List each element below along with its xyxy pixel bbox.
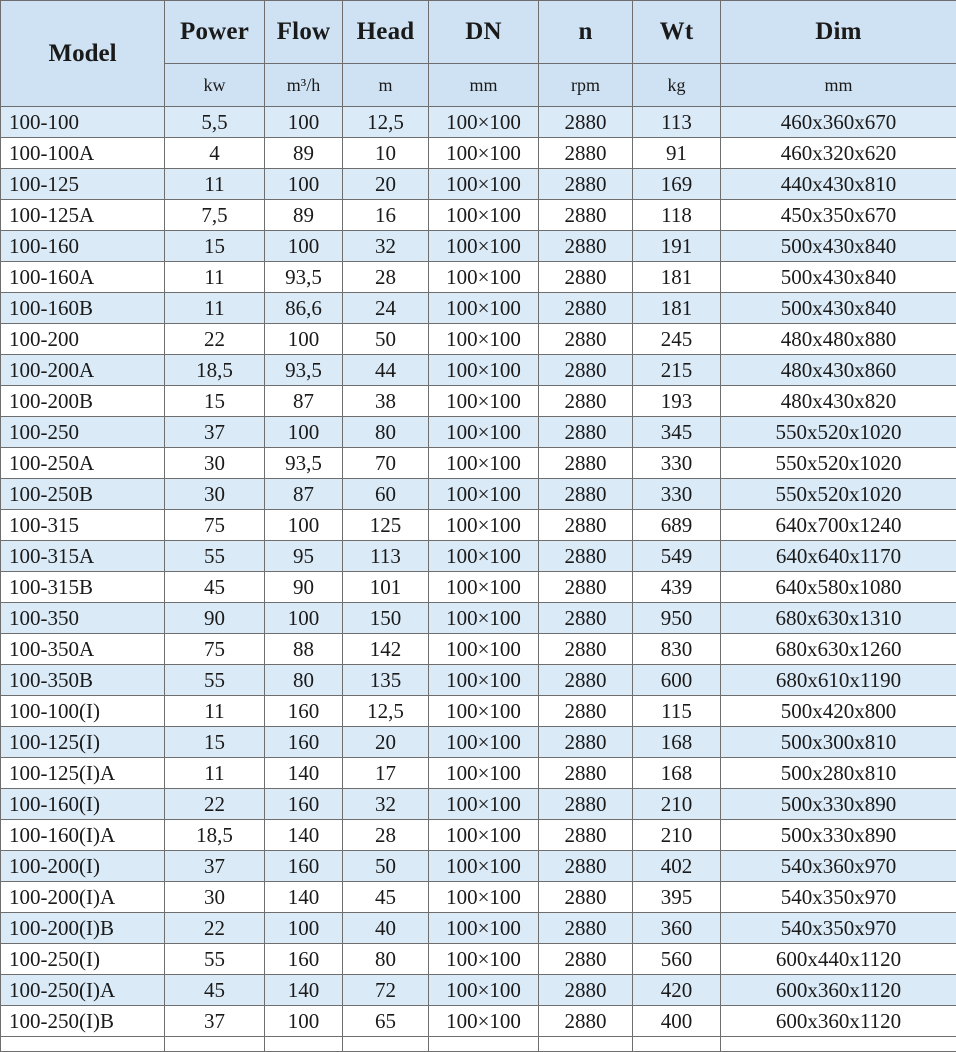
cell-value: 12,5 [343,696,429,727]
cell-value: 2880 [539,572,633,603]
cell-value: 10 [343,138,429,169]
cell-value: 480x430x860 [721,355,956,386]
cell-model: 100-200 [1,324,165,355]
cell-value: 2880 [539,262,633,293]
cell-value: 100×100 [429,510,539,541]
header-model: Model [1,1,165,107]
cell-value: 55 [165,541,265,572]
cell-value: 550x520x1020 [721,479,956,510]
cell-value: 11 [165,696,265,727]
cell-value: 440x430x810 [721,169,956,200]
cell-empty [165,1037,265,1052]
table-row [1,572,956,603]
cell-value: 950 [633,603,721,634]
cell-model: 100-100A [1,138,165,169]
cell-value: 15 [165,231,265,262]
cell-model: 100-315A [1,541,165,572]
cell-value: 210 [633,820,721,851]
unit-n: rpm [539,64,633,107]
cell-value: 24 [343,293,429,324]
unit-flow: m³/h [265,64,343,107]
cell-value: 100×100 [429,231,539,262]
cell-value: 830 [633,634,721,665]
cell-value: 640x640x1170 [721,541,956,572]
cell-model: 100-160(I) [1,789,165,820]
cell-value: 140 [265,758,343,789]
cell-model: 100-125A [1,200,165,231]
cell-value: 50 [343,851,429,882]
cell-value: 2880 [539,510,633,541]
cell-value: 89 [265,138,343,169]
cell-value: 100 [265,913,343,944]
cell-value: 101 [343,572,429,603]
cell-model: 100-160A [1,262,165,293]
table-row [1,696,956,727]
cell-value: 420 [633,975,721,1006]
cell-value: 2880 [539,479,633,510]
cell-model: 100-250(I)B [1,1006,165,1037]
cell-value: 100×100 [429,634,539,665]
cell-value: 600x360x1120 [721,975,956,1006]
cell-value: 100×100 [429,1006,539,1037]
cell-value: 395 [633,882,721,913]
cell-value: 80 [343,417,429,448]
cell-value: 689 [633,510,721,541]
cell-value: 400 [633,1006,721,1037]
cell-value: 45 [343,882,429,913]
header-head: Head [343,1,429,64]
cell-value: 100×100 [429,324,539,355]
cell-model: 100-125 [1,169,165,200]
cell-value: 30 [165,479,265,510]
cell-model: 100-160 [1,231,165,262]
unit-dn: mm [429,64,539,107]
cell-value: 330 [633,448,721,479]
cell-model: 100-350 [1,603,165,634]
cell-value: 90 [165,603,265,634]
cell-value: 2880 [539,231,633,262]
cell-value: 142 [343,634,429,665]
table-row [1,355,956,386]
header-row-groups [1,1,956,64]
cell-model: 100-100 [1,107,165,138]
cell-value: 169 [633,169,721,200]
cell-empty [265,1037,343,1052]
cell-value: 600 [633,665,721,696]
cell-value: 2880 [539,696,633,727]
cell-value: 20 [343,169,429,200]
table-row [1,913,956,944]
cell-value: 215 [633,355,721,386]
cell-value: 4 [165,138,265,169]
cell-value: 100 [265,107,343,138]
table-body [1,107,956,1052]
cell-value: 93,5 [265,355,343,386]
cell-value: 38 [343,386,429,417]
cell-value: 32 [343,789,429,820]
table-row [1,448,956,479]
cell-value: 550x520x1020 [721,417,956,448]
cell-empty [429,1037,539,1052]
cell-value: 2880 [539,200,633,231]
cell-value: 70 [343,448,429,479]
cell-value: 20 [343,727,429,758]
cell-value: 549 [633,541,721,572]
cell-value: 18,5 [165,355,265,386]
cell-value: 550x520x1020 [721,448,956,479]
cell-value: 460x320x620 [721,138,956,169]
cell-value: 100×100 [429,262,539,293]
cell-value: 600x360x1120 [721,1006,956,1037]
cell-empty [1,1037,165,1052]
cell-value: 22 [165,324,265,355]
cell-value: 140 [265,882,343,913]
cell-value: 500x300x810 [721,727,956,758]
cell-model: 100-250 [1,417,165,448]
cell-value: 100×100 [429,882,539,913]
cell-value: 18,5 [165,820,265,851]
cell-value: 500x330x890 [721,789,956,820]
cell-empty [721,1037,956,1052]
header-n: n [539,1,633,64]
cell-value: 160 [265,944,343,975]
cell-value: 100×100 [429,417,539,448]
cell-value: 100×100 [429,789,539,820]
cell-model: 100-160(I)A [1,820,165,851]
cell-value: 480x480x880 [721,324,956,355]
cell-value: 2880 [539,603,633,634]
cell-value: 22 [165,789,265,820]
cell-value: 150 [343,603,429,634]
cell-value: 168 [633,758,721,789]
cell-empty [539,1037,633,1052]
cell-value: 11 [165,293,265,324]
table-row [1,138,956,169]
cell-value: 500x330x890 [721,820,956,851]
cell-model: 100-200(I) [1,851,165,882]
cell-value: 600x440x1120 [721,944,956,975]
cell-model: 100-200(I)B [1,913,165,944]
cell-value: 100×100 [429,665,539,696]
cell-model: 100-250A [1,448,165,479]
cell-value: 500x430x840 [721,293,956,324]
cell-value: 680x630x1310 [721,603,956,634]
cell-value: 86,6 [265,293,343,324]
table-row [1,820,956,851]
cell-value: 72 [343,975,429,1006]
cell-value: 680x610x1190 [721,665,956,696]
cell-value: 160 [265,696,343,727]
cell-value: 2880 [539,665,633,696]
table-row [1,727,956,758]
table-row [1,758,956,789]
cell-value: 100 [265,417,343,448]
cell-value: 15 [165,386,265,417]
cell-value: 16 [343,200,429,231]
cell-value: 2880 [539,882,633,913]
table-row [1,262,956,293]
cell-value: 540x350x970 [721,882,956,913]
cell-value: 45 [165,572,265,603]
cell-value: 100×100 [429,169,539,200]
cell-value: 450x350x670 [721,200,956,231]
cell-value: 2880 [539,758,633,789]
header-dim: Dim [721,1,956,64]
cell-value: 560 [633,944,721,975]
cell-value: 100 [265,324,343,355]
cell-value: 100×100 [429,107,539,138]
cell-value: 100×100 [429,727,539,758]
cell-value: 100×100 [429,541,539,572]
cell-value: 100×100 [429,386,539,417]
cell-value: 100×100 [429,944,539,975]
cell-value: 2880 [539,975,633,1006]
cell-value: 100×100 [429,355,539,386]
cell-value: 60 [343,479,429,510]
cell-value: 210 [633,789,721,820]
unit-power: kw [165,64,265,107]
cell-value: 2880 [539,386,633,417]
table-row [1,882,956,913]
cell-value: 125 [343,510,429,541]
cell-value: 500x420x800 [721,696,956,727]
cell-model: 100-160B [1,293,165,324]
cell-model: 100-200B [1,386,165,417]
cell-value: 160 [265,789,343,820]
table-row [1,851,956,882]
cell-empty [633,1037,721,1052]
cell-value: 168 [633,727,721,758]
cell-value: 500x430x840 [721,231,956,262]
table-row [1,169,956,200]
cell-value: 100×100 [429,572,539,603]
cell-value: 2880 [539,293,633,324]
cell-value: 100×100 [429,820,539,851]
cell-value: 5,5 [165,107,265,138]
cell-value: 93,5 [265,262,343,293]
cell-value: 113 [343,541,429,572]
cell-value: 100 [265,169,343,200]
table-row [1,510,956,541]
cell-value: 37 [165,417,265,448]
cell-value: 87 [265,386,343,417]
cell-value: 100×100 [429,758,539,789]
cell-value: 95 [265,541,343,572]
table-row [1,324,956,355]
table-row [1,1006,956,1037]
table-row [1,789,956,820]
cell-value: 181 [633,293,721,324]
cell-value: 680x630x1260 [721,634,956,665]
cell-value: 2880 [539,1006,633,1037]
cell-value: 2880 [539,355,633,386]
cell-value: 11 [165,169,265,200]
cell-value: 7,5 [165,200,265,231]
cell-value: 50 [343,324,429,355]
cell-value: 30 [165,882,265,913]
cell-value: 88 [265,634,343,665]
cell-value: 113 [633,107,721,138]
table-row [1,293,956,324]
cell-value: 37 [165,1006,265,1037]
cell-value: 160 [265,727,343,758]
cell-value: 2880 [539,820,633,851]
cell-value: 245 [633,324,721,355]
cell-value: 540x350x970 [721,913,956,944]
cell-value: 100×100 [429,851,539,882]
cell-value: 75 [165,634,265,665]
cell-value: 93,5 [265,448,343,479]
cell-value: 22 [165,913,265,944]
cell-value: 91 [633,138,721,169]
cell-value: 28 [343,262,429,293]
cell-value: 100×100 [429,696,539,727]
table-row [1,200,956,231]
cell-value: 193 [633,386,721,417]
header-wt: Wt [633,1,721,64]
cell-value: 55 [165,944,265,975]
cell-value: 100×100 [429,448,539,479]
header-dn: DN [429,1,539,64]
cell-model: 100-200(I)A [1,882,165,913]
cell-value: 345 [633,417,721,448]
cell-value: 135 [343,665,429,696]
cell-value: 2880 [539,138,633,169]
cell-value: 191 [633,231,721,262]
cell-value: 28 [343,820,429,851]
table-row [1,479,956,510]
cell-value: 480x430x820 [721,386,956,417]
table-row [1,107,956,138]
table-row [1,231,956,262]
cell-value: 100 [265,231,343,262]
cell-value: 100 [265,510,343,541]
cell-value: 17 [343,758,429,789]
cell-value: 32 [343,231,429,262]
cell-empty [343,1037,429,1052]
cell-value: 118 [633,200,721,231]
cell-value: 44 [343,355,429,386]
cell-value: 75 [165,510,265,541]
cell-value: 140 [265,975,343,1006]
table-row [1,386,956,417]
table-row [1,634,956,665]
cell-value: 87 [265,479,343,510]
header-flow: Flow [265,1,343,64]
cell-value: 12,5 [343,107,429,138]
unit-dim: mm [721,64,956,107]
unit-head: m [343,64,429,107]
cell-value: 360 [633,913,721,944]
cell-value: 100×100 [429,200,539,231]
cell-model: 100-350B [1,665,165,696]
cell-value: 11 [165,262,265,293]
header-power: Power [165,1,265,64]
cell-value: 439 [633,572,721,603]
cell-value: 140 [265,820,343,851]
cell-value: 90 [265,572,343,603]
cell-value: 2880 [539,417,633,448]
table-row [1,417,956,448]
cell-value: 100×100 [429,913,539,944]
cell-value: 330 [633,479,721,510]
cell-value: 100×100 [429,603,539,634]
cell-value: 640x700x1240 [721,510,956,541]
cell-value: 30 [165,448,265,479]
cell-value: 45 [165,975,265,1006]
cell-value: 100×100 [429,138,539,169]
cell-value: 460x360x670 [721,107,956,138]
cell-model: 100-315 [1,510,165,541]
cell-value: 89 [265,200,343,231]
table-row [1,665,956,696]
cell-value: 15 [165,727,265,758]
cell-value: 2880 [539,448,633,479]
cell-model: 100-125(I) [1,727,165,758]
cell-model: 100-125(I)A [1,758,165,789]
cell-value: 100×100 [429,479,539,510]
cell-value: 100×100 [429,975,539,1006]
cell-value: 640x580x1080 [721,572,956,603]
cell-model: 100-250(I)A [1,975,165,1006]
cell-value: 100 [265,603,343,634]
cell-value: 2880 [539,913,633,944]
cell-value: 2880 [539,634,633,665]
cell-value: 115 [633,696,721,727]
table-row [1,975,956,1006]
unit-wt: kg [633,64,721,107]
table-row [1,541,956,572]
cell-value: 160 [265,851,343,882]
table-row [1,944,956,975]
cell-value: 2880 [539,727,633,758]
cell-model: 100-250B [1,479,165,510]
cell-value: 65 [343,1006,429,1037]
cell-value: 80 [343,944,429,975]
cell-model: 100-200A [1,355,165,386]
cell-model: 100-315B [1,572,165,603]
cell-value: 80 [265,665,343,696]
cell-value: 100×100 [429,293,539,324]
cell-value: 540x360x970 [721,851,956,882]
table-row [1,603,956,634]
cell-value: 37 [165,851,265,882]
cell-value: 2880 [539,107,633,138]
cell-model: 100-100(I) [1,696,165,727]
cell-value: 2880 [539,541,633,572]
cell-value: 181 [633,262,721,293]
cell-value: 2880 [539,944,633,975]
table-row-partial [1,1037,956,1052]
cell-value: 500x430x840 [721,262,956,293]
cell-value: 2880 [539,851,633,882]
cell-value: 2880 [539,169,633,200]
cell-value: 2880 [539,789,633,820]
cell-value: 40 [343,913,429,944]
cell-value: 2880 [539,324,633,355]
cell-value: 500x280x810 [721,758,956,789]
cell-value: 11 [165,758,265,789]
cell-value: 402 [633,851,721,882]
table-header [1,1,956,107]
cell-model: 100-250(I) [1,944,165,975]
cell-value: 100 [265,1006,343,1037]
cell-model: 100-350A [1,634,165,665]
cell-value: 55 [165,665,265,696]
